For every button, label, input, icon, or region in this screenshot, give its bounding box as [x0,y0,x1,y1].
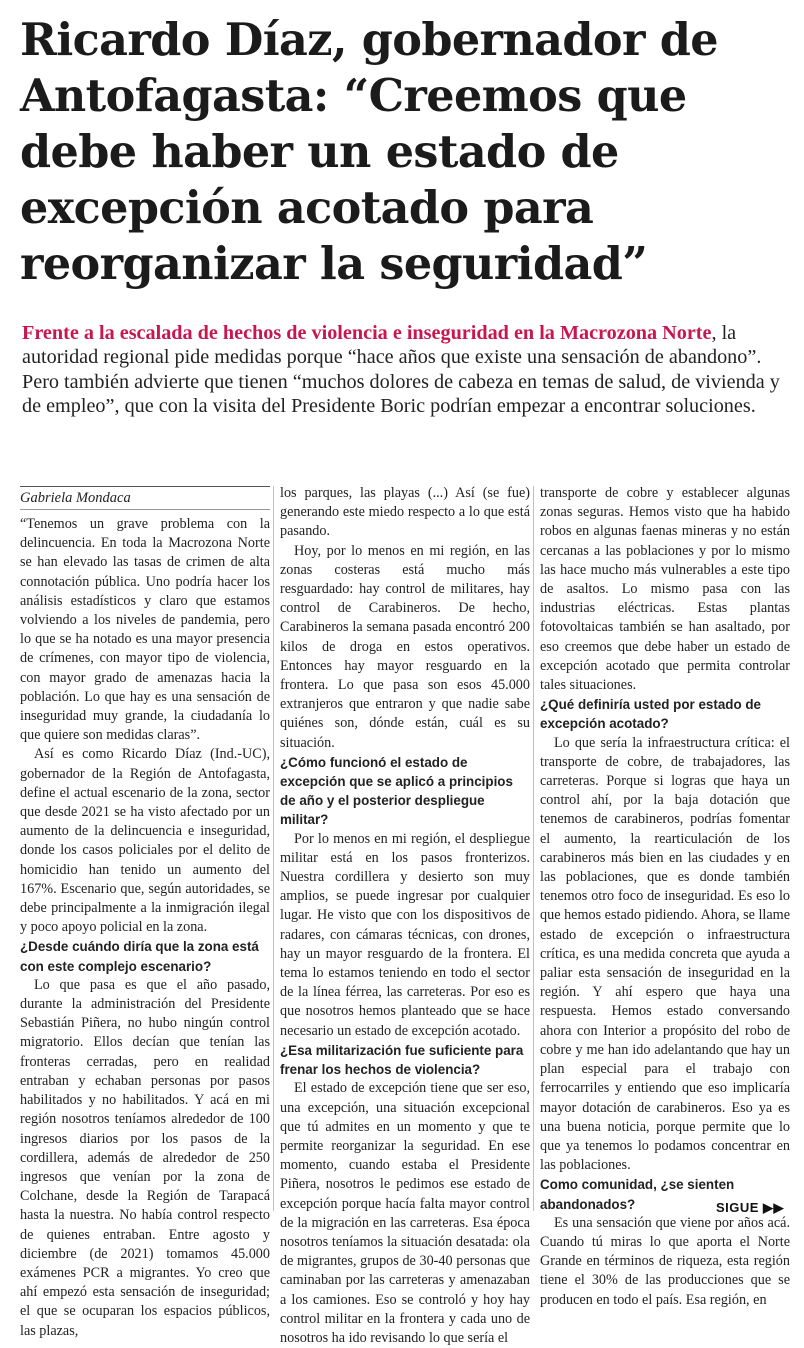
continue-label: SIGUE ▶▶ [715,1200,784,1215]
column-divider [533,486,534,1211]
paragraph: los parques, las playas (...) Así (se fue) generando este miedo respecto a lo que está pasando. [280,485,530,540]
paragraph: Hoy, por lo menos en mi región, en las zonas costeras está mucho más resguardado: hay control de militares, hay control de Carabineros. De hecho, Carabineros la semana pasada encontró 200 kilos de droga en estos operativos. Entonces hay mayor resguardo en la frontera. Lo que pasa son esos 45.000 extranjeros que entraron y que nadie sabe quiénes son, dónde están, cuál es su situación. [280,542,530,751]
interview-question: ¿Desde cuándo diría que la zona está con este complejo escenario? [20,939,259,974]
article-column-3 [540,484,790,1310]
article-column-2 [280,484,530,1348]
byline-rule-bottom [20,509,270,510]
headline: Ricardo Díaz, gobernador de Antofagasta: “Creemos que debe haber un estado de excepción acotado para reorganizar la seguridad” [20,14,718,290]
paragraph: transporte de cobre y establecer algunas zonas seguras. Hemos visto que ha habido robos en algunas faenas mineras y no están cercanas a las poblaciones y por lo mismo las hace mucho más vulnerables a este tipo de asaltos. Lo mismo pasa con las industrias eléctricas. Estas plantas fotovoltaicas también se han asaltado, por eso creemos que debe haber un estado de excepción acotado que permita controlar tales situaciones. [540,485,790,694]
column-divider [273,486,274,1211]
interview-question: ¿Qué definiría usted por estado de excepción acotado? [540,697,761,732]
interview-question: Como comunidad, ¿se sienten abandonados? [540,1177,735,1212]
paragraph: El estado de excepción tiene que ser eso, una excepción, una situación excepcional que tú admites en un momento y que te permite reorganizar la seguridad. En ese momento, cuando estaba el Presidente Piñera, nosotros le pedimos ese estado de excepción porque hacía falta mayor control de la migración en las carreteras. Esa época nosotros teníamos la situación desatada: ola de migrantes, grupos de 30-40 personas que caminaban por las carreteras y amenazaban a los camiones. Eso se controló y hoy hay control militar en la frontera y cada uno de nosotros ha ido revisando lo que sería el [280,1080,530,1346]
paragraph: Lo que pasa es que el año pasado, durante la administración del Presidente Sebastián Piñera, no hubo ningún control migratorio. Ellos decían que tenían las fronteras cerradas, pero en realidad entraban y echaban personas por pasos habilitados y no habilitados. Y acá en mi región nosotros teníamos alrededor de 100 ingresos diarios por los pasos de la cordillera, además de alrededor de 250 ingresos que venían por la zona de Colchane, desde la Región de Tarapacá hasta la nuestra. No había control respecto de quienes entraban. Entre agosto y diciembre (de 2021) tomamos 45.000 exámenes PCR a migrantes. Yo creo que ahí empezó esta sensación de inseguridad; el que se ocuparan los espacios públicos, las plazas, [20,976,270,1339]
paragraph: Así es como Ricardo Díaz (Ind.-UC), gobernador de la Región de Antofagasta, define el actual escenario de la zona, sector que desde 2021 se ha visto afectado por un aumento de la delincuencia e inseguridad, donde los casos policiales por el delito de homicidio han tenido un aumento del 167%. Escenario que, según autoridades, se debe principalmente a la inmigración ilegal y poco apoyo policial en la zona. [20,746,270,936]
interview-question: ¿Cómo funcionó el estado de excepción que se aplicó a principios de año y el posterior despliegue militar? [280,754,513,828]
lead-text: , la autoridad regional pide medidas porque “hace años que existe una sensación de abandono”. Pero también advierte que tienen “muchos dolores de cabeza en temas de salud, de vivienda y de empleo”, que con la visita del Presidente Boric podrían empezar a encontrar soluciones. [22,322,780,418]
lead-highlight: Frente a la escalada de hechos de violencia e inseguridad en la Macrozona Norte [22,322,712,344]
lead-paragraph [22,321,787,419]
byline: Gabriela Mondaca [20,490,131,506]
paragraph: Lo que sería la infraestructura crítica: el transporte de cobre, de trabajadores, las carreteras. Porque si logras que haya un control ahí, por la baja dotación que tenemos de carabineros, podrías fomentar el aumento, la rearticulación de los carabineros más bien en las ciudades y en las poblaciones, que es donde también tenemos otro foco de inseguridad. Es eso lo que hemos estado pidiendo. Ahora, se llame estado de excepción o infraestructura crítica, es una medida concreta que ayuda a paliar esta sensación de inseguridad en la región. Y ahí espero que haya una respuesta. Hemos estado conversando ahora con Interior a propósito del robo de cobre y me han ido adelantando que hay un plan especial para el trabajo con ferrocarriles y entiendo que eso implicaría mayor dotación de carabineros. Eso ya es una buena noticia, porque permite que lo que ya tenemos lo podamos concentrar en las poblaciones. [540,734,790,1174]
byline-rule [20,486,270,487]
article-column-1 [20,515,270,1341]
paragraph: “Tenemos un grave problema con la delincuencia. En toda la Macrozona Norte se han elevado las tasas de crimen de alta connotación pública. Uno podría hacer los análisis estadísticos y claro que estamos volviendo a los niveles de pandemia, pero lo que se ha notado es una mayor presencia de crímenes, con mayor tipo de violencia, con mayor grado de amenazas hacia la población. Lo que hay es una sensación de inseguridad muy grande, la ciudadanía lo que quiere son medidas claras”. [20,516,270,744]
paragraph: Por lo menos en mi región, el despliegue militar está en los pasos fronterizos. Nuestra cordillera y desierto son muy amplios, se puede ingresar por cualquier lugar. He visto que con los dispositivos de radares, con cámaras técnicas, con drones, hay un mayor resguardo de la frontera. El tema lo estamos teniendo en todo el sector de la línea férrea, las carreteras. Por eso es que nosotros hemos planteado que se hace necesario un estado de excepción acotado. [280,830,530,1039]
interview-question: ¿Esa militarización fue suficiente para frenar los hechos de violencia? [280,1042,524,1078]
paragraph: Es una sensación que viene por años acá. Cuando tú miras lo que aporta el Norte Grande en términos de riqueza, esta región tiene el 30% de las producciones que se producen en todo el país. Esa región, en [540,1214,790,1308]
